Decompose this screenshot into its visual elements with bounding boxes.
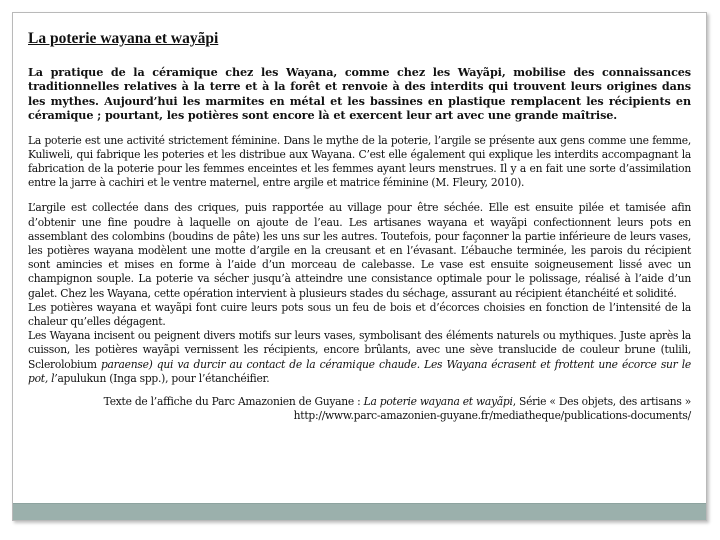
paragraph-process: L’argile est collectée dans des criques, puis rapportée au village pour être séchée. Elle est ensuite pilée et tamisée afin d’obtenir une fine poudre à laquelle on ajoute de l’eau. Les artisanes wayana et wayãpi confectionnent leurs pots en assemblant des colombins (boudins de pâte) les uns sur les autres. Toutefois, pour façonner la partie inférieure de leurs vases, les potières wayana modèlent une motte d’argile en la creusant et en l’évasant. L’ébauche terminée, les parois du récipient sont amincies et mises en forme à l’aide d’un morceau de calebasse. Le vase est ensuite soigneusement lissé avec un champignon souple. La poterie va sécher jusqu’à atteindre une consistance optimale pour le polissage, réalisé à l’aide d’un galet. Chez les Wayana, cette opération intervient à plusieurs stades du séchage, assurant au récipient étanchéité et solidité. [28,201,691,300]
footer-bar [13,503,706,520]
paragraph-firing: Les potières wayana et wayãpi font cuire leurs pots sous un feu de bois et d’écorces choisies en fonction de l’intensité de la chaleur qu’elles dégagent. [28,300,691,329]
decoration-italic-text: paraense) qui va durcir au contact de la céramique chaude. Les Wayana écrasent et frottent une écorce sur le pot, l’ [28,357,691,385]
source-citation [28,395,691,423]
source-line [28,395,691,409]
page-title: La poterie wayana et wayãpi [28,30,219,47]
source-url[interactable]: http://www.parc-amazonien-guyane.fr/mediatheque/publications-documents/ [293,409,691,423]
paragraph-myth: La poterie est une activité strictement féminine. Dans le mythe de la poterie, l’argile se présente aux gens comme une femme, Kuliweli, qui fabrique les poteries et les distribue aux Wayana. C’est elle également qui explique les interdits accompagnant la fabrication de la poterie pour les femmes enceintes et les femmes ayant leurs menstrues. Il y a en fait une sorte d’assimilation entre la jarre à cachiri et le ventre maternel, entre argile et matrice féminine (M. Fleury, 2010). [28,133,691,190]
paragraph-decoration [28,329,691,386]
intro-paragraph: La pratique de la céramique chez les Wayana, comme chez les Wayãpi, mobilise des connaissances traditionnelles relatives à la terre et à la forêt et renvoie à des interdits qui trouvent leurs origines dans les mythes. Aujourd’hui les marmites en métal et les bassines en plastique remplacent les récipients en céramique ; pourtant, les potières sont encore là et exercent leur art avec une grande maîtrise. [28,65,691,123]
source-title: La poterie wayana et wayãpi [363,395,513,409]
decoration-text-end: apulukun (Inga spp.), pour l’étanchéifier. [57,371,270,385]
source-prefix: Texte de l’affiche du Parc Amazonien de Guyane : [103,395,364,409]
slide-frame [12,12,707,521]
source-suffix: , Série « Des objets, des artisans » [512,395,691,409]
slide-content [28,30,691,423]
decoration-text: Les Wayana incisent ou peignent divers motifs sur leurs vases, symbolisant des éléments naturels ou mythiques. Juste après la cuisson, les potières wayãpi vernissent les récipients, encore brûlants, avec une sève translucide de couleur brune (tulili, Sclerolobium [28,329,691,371]
